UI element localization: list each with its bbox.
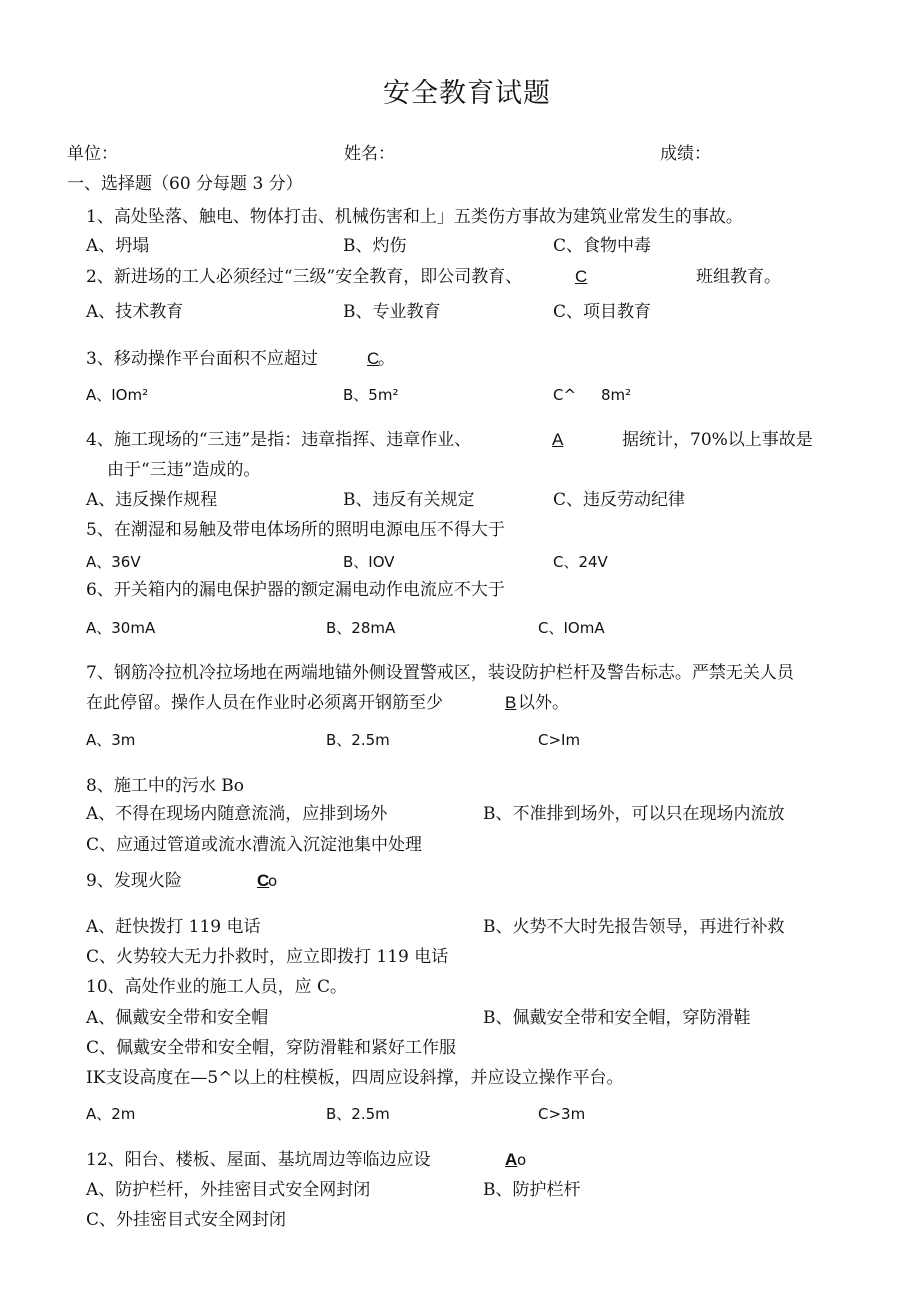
q11-option-a: A、2m — [86, 1105, 136, 1123]
q3-option-a: A、IOm² — [86, 386, 149, 404]
q10-option-a: A、佩戴安全带和安全帽 — [86, 1008, 269, 1028]
unit-label: 单位： — [67, 144, 118, 164]
q2-option-c: C、项目教育 — [553, 302, 652, 322]
q3-answer: C — [367, 349, 380, 368]
q1-option-c: C、食物中毒 — [553, 236, 652, 256]
score-label: 成绩： — [660, 144, 711, 164]
q7-answer: B — [505, 693, 517, 712]
q12-stem: 12、阳台、楼板、屋面、基坑周边等临边应设 — [86, 1150, 431, 1170]
q9-option-c: C、火势较大无力扑救时，应立即拨打 119 电话 — [86, 947, 449, 967]
q3-tail: 。 — [378, 349, 395, 369]
q8-option-a: A、不得在现场内随意流淌，应排到场外 — [86, 804, 388, 824]
q7-tail: 以外。 — [518, 693, 569, 713]
q6-option-b: B、28mA — [326, 619, 396, 637]
q11-stem: IK支设高度在—5^以上的柱模板，四周应设斜撑，并应设立操作平台。 — [86, 1068, 624, 1088]
q5-stem: 5、在潮湿和易触及带电体场所的照明电源电压不得大于 — [86, 520, 505, 540]
q7-option-a: A、3m — [86, 731, 136, 749]
q2-answer: C — [575, 267, 588, 286]
q9-option-a: A、赶快拨打 119 电话 — [86, 917, 261, 937]
q8-option-c: C、应通过管道或流水漕流入沉淀池集中处理 — [86, 835, 423, 855]
q6-option-a: A、30mA — [86, 619, 156, 637]
q3-option-b: B、5m² — [343, 386, 399, 404]
q3-option-c-prefix: C^ — [553, 386, 577, 404]
q6-option-c: C、IOmA — [538, 619, 605, 637]
q10-option-c: C、佩戴安全带和安全帽，穿防滑鞋和紧好工作服 — [86, 1038, 457, 1058]
q9-tail: o — [268, 872, 278, 890]
q9-option-b: B、火势不大时先报告领导，再进行补救 — [483, 917, 785, 937]
q4-stem: 4、施工现场的“三违”是指：违章指挥、违章作业、 — [86, 430, 472, 450]
section-heading: 一、选择题（60 分每题 3 分） — [67, 174, 303, 194]
q5-option-b: B、IOV — [343, 553, 395, 571]
q3-option-c-value: 8m² — [601, 386, 632, 404]
q11-option-c: C>3m — [538, 1105, 586, 1123]
q12-option-c: C、外挂密目式安全网封闭 — [86, 1210, 287, 1230]
q12-answer: A — [505, 1150, 518, 1169]
q1-option-b: B、灼伤 — [343, 236, 407, 256]
q3-stem: 3、移动操作平台面积不应超过 — [86, 349, 318, 369]
q7-option-b: B、2.5m — [326, 731, 390, 749]
q5-option-c: C、24V — [553, 553, 608, 571]
q9-stem: 9、发现火险 — [86, 871, 182, 891]
q11-option-b: B、2.5m — [326, 1105, 390, 1123]
page-title: 安全教育试题 — [383, 78, 551, 109]
q12-option-b: B、防护栏杆 — [483, 1180, 581, 1200]
q2-stem: 2、新进场的工人必须经过“三级”安全教育，即公司教育、 — [86, 267, 523, 287]
q2-tail: 班组教育。 — [696, 267, 781, 287]
q1-option-a: A、坍塌 — [86, 236, 150, 256]
q7-stem-line2: 在此停留。操作人员在作业时必须离开钢筋至少 — [86, 693, 443, 713]
q8-option-b: B、不准排到场外，可以只在现场内流放 — [483, 804, 785, 824]
q4-option-c: C、违反劳动纪律 — [553, 490, 686, 510]
q1-stem: 1、高处坠落、触电、物体打击、机械伤害和上」五类伤方事故为建筑业常发生的事故。 — [86, 207, 743, 227]
q12-tail: o — [517, 1151, 527, 1169]
q4-stem-line2: 由于“三违”造成的。 — [107, 460, 261, 480]
q4-option-a: A、违反操作规程 — [86, 490, 218, 510]
q7-stem-line1: 7、钢筋冷拉机冷拉场地在两端地锚外侧设置警戒区，装设防护栏杆及警告标志。严禁无关人员 — [86, 663, 794, 683]
q10-stem: 10、高处作业的施工人员，应 C。 — [86, 977, 348, 997]
q9-answer: C — [257, 871, 270, 890]
q12-option-a: A、防护栏杆，外挂密目式安全网封闭 — [86, 1180, 371, 1200]
q4-tail: 据统计，70%以上事故是 — [622, 430, 813, 450]
q7-option-c: C>Im — [538, 731, 581, 749]
q4-option-b: B、违反有关规定 — [343, 490, 475, 510]
q2-option-a: A、技术教育 — [86, 302, 184, 322]
q2-option-b: B、专业教育 — [343, 302, 441, 322]
q6-stem: 6、开关箱内的漏电保护器的额定漏电动作电流应不大于 — [86, 580, 505, 600]
q4-answer: A — [552, 430, 564, 449]
q10-option-b: B、佩戴安全带和安全帽，穿防滑鞋 — [483, 1008, 751, 1028]
name-label: 姓名： — [344, 144, 395, 164]
q8-stem: 8、施工中的污水 Bo — [86, 776, 244, 796]
q5-option-a: A、36V — [86, 553, 141, 571]
